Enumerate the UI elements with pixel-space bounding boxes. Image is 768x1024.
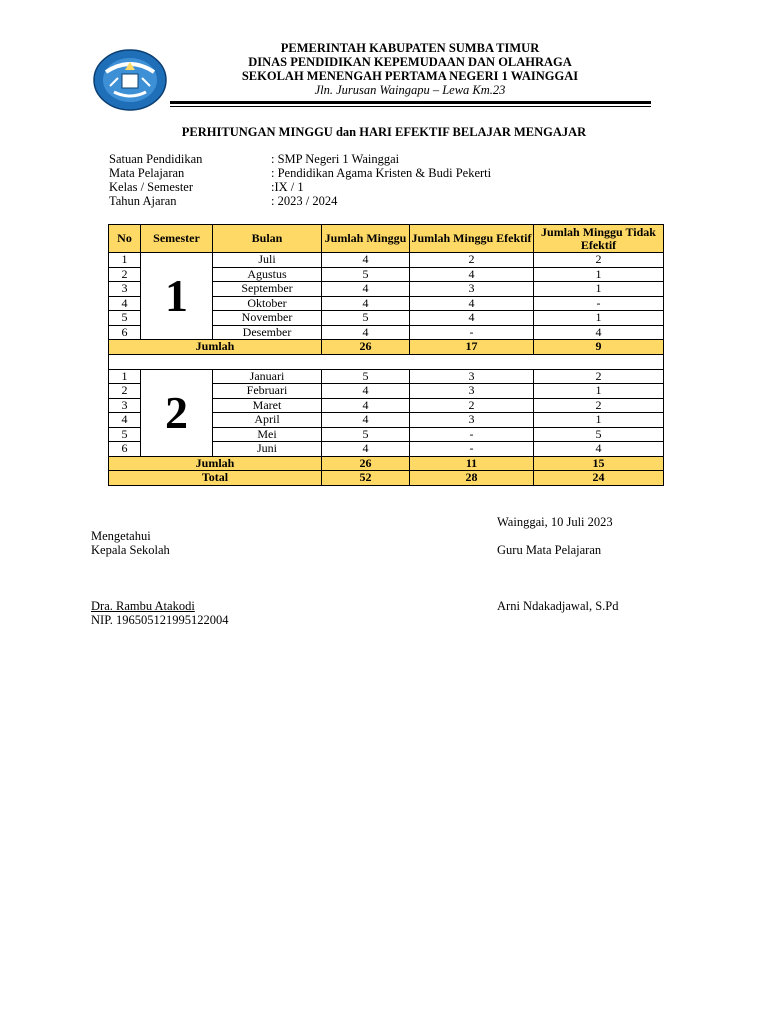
letterhead-line-2: DINAS PENDIDIKAN KEPEMUDAAN DAN OLAHRAGA xyxy=(248,55,572,69)
sum-minggu-tidak-efektif: 15 xyxy=(534,456,664,471)
cell-no: 1 xyxy=(109,253,141,268)
letterhead-line-3: SEKOLAH MENENGAH PERTAMA NEGERI 1 WAINGGAI xyxy=(241,69,579,83)
cell-bulan: Mei xyxy=(213,427,322,442)
cell-no: 3 xyxy=(109,282,141,297)
cell-minggu-efektif: 4 xyxy=(410,267,534,282)
cell-minggu-efektif: 3 xyxy=(410,413,534,428)
cell-jumlah-minggu: 5 xyxy=(322,267,410,282)
total-minggu-efektif: 28 xyxy=(410,471,534,486)
cell-jumlah-minggu: 4 xyxy=(322,384,410,399)
letterhead-rule-thin xyxy=(170,106,651,107)
cell-minggu-tidak-efektif: 5 xyxy=(534,427,664,442)
cell-minggu-tidak-efektif: 1 xyxy=(534,311,664,326)
info-row xyxy=(109,152,491,166)
cell-bulan: Juni xyxy=(213,442,322,457)
kepala-sekolah-label: Kepala Sekolah xyxy=(91,543,170,557)
total-label: Total xyxy=(109,471,322,486)
cell-jumlah-minggu: 4 xyxy=(322,413,410,428)
info-row xyxy=(109,180,491,194)
table-row xyxy=(109,369,664,384)
cell-no: 4 xyxy=(109,413,141,428)
cell-jumlah-minggu: 4 xyxy=(322,253,410,268)
cell-bulan: September xyxy=(213,282,322,297)
cell-jumlah-minggu: 4 xyxy=(322,442,410,457)
cell-jumlah-minggu: 5 xyxy=(322,427,410,442)
cell-bulan: Maret xyxy=(213,398,322,413)
sum-minggu-efektif: 11 xyxy=(410,456,534,471)
cell-no: 5 xyxy=(109,311,141,326)
cell-no: 4 xyxy=(109,296,141,311)
info-label: Kelas / Semester xyxy=(109,180,194,194)
info-row xyxy=(109,194,491,208)
cell-minggu-efektif: 4 xyxy=(410,296,534,311)
cell-minggu-efektif: - xyxy=(410,325,534,340)
effective-weeks-table xyxy=(108,224,664,486)
header-minggu-tidak-efektif: Jumlah Minggu Tidak Efektif xyxy=(534,225,664,253)
guru-label: Guru Mata Pelajaran xyxy=(497,543,602,557)
cell-bulan: Oktober xyxy=(213,296,322,311)
mengetahui-label: Mengetahui xyxy=(91,529,151,543)
cell-no: 6 xyxy=(109,325,141,340)
total-row xyxy=(109,471,664,486)
sum-label: Jumlah xyxy=(109,340,322,355)
sum-minggu-efektif: 17 xyxy=(410,340,534,355)
cell-minggu-tidak-efektif: 2 xyxy=(534,398,664,413)
cell-jumlah-minggu: 4 xyxy=(322,296,410,311)
cell-no: 2 xyxy=(109,384,141,399)
cell-minggu-efektif: 3 xyxy=(410,282,534,297)
total-minggu-tidak-efektif: 24 xyxy=(534,471,664,486)
cell-minggu-tidak-efektif: 4 xyxy=(534,442,664,457)
cell-minggu-efektif: - xyxy=(410,442,534,457)
spacer-cell xyxy=(109,354,664,369)
teacher-name: Arni Ndakadjawal, S.Pd xyxy=(497,599,619,613)
cell-bulan: Januari xyxy=(213,369,322,384)
cell-jumlah-minggu: 4 xyxy=(322,398,410,413)
info-value: : Pendidikan Agama Kristen & Budi Pekerti xyxy=(271,166,492,180)
table-row xyxy=(109,253,664,268)
header-semester: Semester xyxy=(141,225,213,253)
cell-bulan: April xyxy=(213,413,322,428)
cell-minggu-efektif: - xyxy=(410,427,534,442)
info-label: Tahun Ajaran xyxy=(109,194,177,208)
semester-2-sum-row xyxy=(109,456,664,471)
cell-minggu-tidak-efektif: 1 xyxy=(534,267,664,282)
letterhead-line-1: PEMERINTAH KABUPATEN SUMBA TIMUR xyxy=(280,41,540,55)
cell-minggu-efektif: 2 xyxy=(410,253,534,268)
sum-minggu-tidak-efektif: 9 xyxy=(534,340,664,355)
semester-number-2: 2 xyxy=(141,369,213,456)
cell-minggu-tidak-efektif: 2 xyxy=(534,369,664,384)
header-bulan: Bulan xyxy=(213,225,322,253)
place-date: Wainggai, 10 Juli 2023 xyxy=(497,515,613,529)
semester-1-sum-row xyxy=(109,340,664,355)
cell-no: 5 xyxy=(109,427,141,442)
header-minggu-efektif: Jumlah Minggu Efektif xyxy=(410,225,534,253)
cell-bulan: November xyxy=(213,311,322,326)
cell-minggu-efektif: 2 xyxy=(410,398,534,413)
cell-no: 1 xyxy=(109,369,141,384)
header-no: No xyxy=(109,225,141,253)
cell-minggu-tidak-efektif: 2 xyxy=(534,253,664,268)
cell-no: 2 xyxy=(109,267,141,282)
info-label: Satuan Pendidikan xyxy=(109,152,203,166)
spacer-row xyxy=(109,354,664,369)
cell-minggu-efektif: 4 xyxy=(410,311,534,326)
cell-minggu-tidak-efektif: - xyxy=(534,296,664,311)
cell-bulan: Agustus xyxy=(213,267,322,282)
cell-jumlah-minggu: 4 xyxy=(322,325,410,340)
letterhead-rule-thick xyxy=(170,101,651,104)
cell-bulan: Februari xyxy=(213,384,322,399)
cell-minggu-efektif: 3 xyxy=(410,384,534,399)
header-jumlah-minggu: Jumlah Minggu xyxy=(322,225,410,253)
info-value: : 2023 / 2024 xyxy=(271,194,338,208)
principal-name: Dra. Rambu Atakodi xyxy=(91,599,195,613)
principal-nip: NIP. 196505121995122004 xyxy=(91,613,229,627)
cell-minggu-tidak-efektif: 1 xyxy=(534,384,664,399)
total-jumlah-minggu: 52 xyxy=(322,471,410,486)
cell-minggu-tidak-efektif: 1 xyxy=(534,282,664,297)
semester-number-1: 1 xyxy=(141,253,213,340)
sum-jumlah-minggu: 26 xyxy=(322,340,410,355)
cell-jumlah-minggu: 5 xyxy=(322,369,410,384)
info-value: : SMP Negeri 1 Wainggai xyxy=(271,152,400,166)
info-row xyxy=(109,166,491,180)
cell-minggu-efektif: 3 xyxy=(410,369,534,384)
cell-no: 3 xyxy=(109,398,141,413)
cell-jumlah-minggu: 5 xyxy=(322,311,410,326)
info-value: :IX / 1 xyxy=(271,180,304,194)
info-block xyxy=(109,152,491,208)
cell-bulan: Desember xyxy=(213,325,322,340)
sum-jumlah-minggu: 26 xyxy=(322,456,410,471)
document-title: PERHITUNGAN MINGGU dan HARI EFEKTIF BELAJAR MENGAJAR xyxy=(181,125,587,139)
sum-label: Jumlah xyxy=(109,456,322,471)
cell-no: 6 xyxy=(109,442,141,457)
table-header-row xyxy=(109,225,664,253)
cell-jumlah-minggu: 4 xyxy=(322,282,410,297)
letterhead-address: Jln. Jurusan Waingapu – Lewa Km.23 xyxy=(314,83,506,97)
info-label: Mata Pelajaran xyxy=(109,166,185,180)
cell-minggu-tidak-efektif: 4 xyxy=(534,325,664,340)
cell-minggu-tidak-efektif: 1 xyxy=(534,413,664,428)
cell-bulan: Juli xyxy=(213,253,322,268)
